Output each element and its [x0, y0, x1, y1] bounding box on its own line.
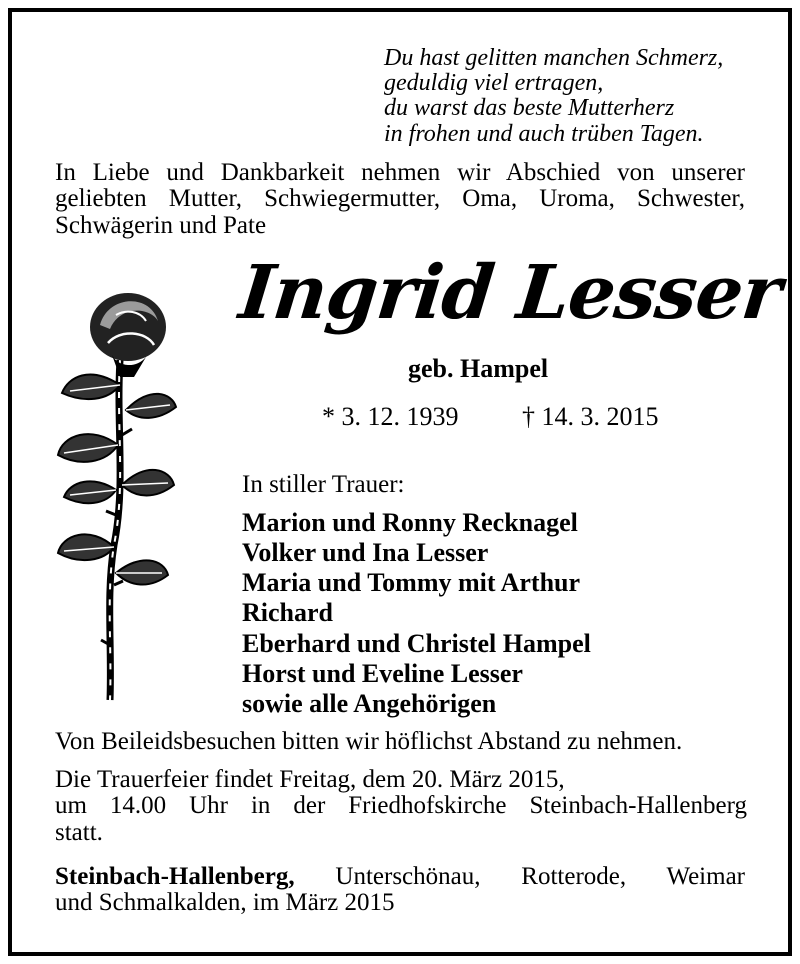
place-line: [55, 864, 745, 890]
poem-line: Du hast gelitten manchen Schmerz,: [384, 45, 724, 71]
place-and-date: [55, 864, 745, 917]
funeral-info: [55, 767, 747, 846]
mourner-name: Richard: [242, 598, 333, 628]
funeral-line: statt.: [55, 818, 103, 846]
intro-line: Schwägerin und Pate: [55, 211, 267, 239]
mourner-name: Horst und Eveline Lesser: [242, 658, 523, 688]
intro-line: geliebten Mutter, Schwiegermutter, Oma, Uroma, Schwester,: [55, 185, 745, 213]
poem-line: du warst das beste Mutterherz: [384, 95, 675, 122]
deceased-name: Ingrid Lesser: [235, 250, 785, 336]
mourner-name: Maria und Tommy mit Arthur: [242, 568, 581, 598]
intro-text: [55, 160, 745, 239]
mourner-name: Marion und Ronny Recknagel: [242, 508, 578, 537]
rose-icon: [50, 285, 180, 705]
mourner-name: sowie alle Angehörigen: [242, 688, 497, 718]
maiden-name: geb. Hampel: [408, 354, 549, 383]
poem-line: in frohen und auch trüben Tagen.: [384, 120, 704, 147]
mourners-list: [242, 508, 591, 719]
place-villages: Unterschönau, Rotterode, Weimar: [294, 863, 745, 890]
birth-date: * 3. 12. 1939: [322, 402, 459, 431]
place-line: und Schmalkalden, im März 2015: [55, 889, 395, 917]
mourners-heading: In stiller Trauer:: [242, 471, 405, 498]
intro-line: In Liebe und Dankbarkeit nehmen wir Abschied von unserer: [55, 159, 745, 186]
death-date: † 14. 3. 2015: [522, 402, 659, 431]
mourner-name: Eberhard und Christel Hampel: [242, 628, 591, 658]
funeral-line: um 14.00 Uhr in der Friedhofskirche Steinbach-Hallenberg: [55, 792, 747, 820]
place-town: Steinbach-Hallenberg,: [55, 863, 295, 890]
poem-line: geduldig viel ertragen,: [384, 70, 604, 97]
funeral-line: Die Trauerfeier findet Freitag, dem 20. März 2015,: [55, 766, 565, 793]
mourner-name: Volker und Ina Lesser: [242, 538, 489, 568]
poem: [384, 46, 723, 147]
condolence-note: Von Beileidsbesuchen bitten wir höflichst Abstand zu nehmen.: [55, 728, 683, 755]
